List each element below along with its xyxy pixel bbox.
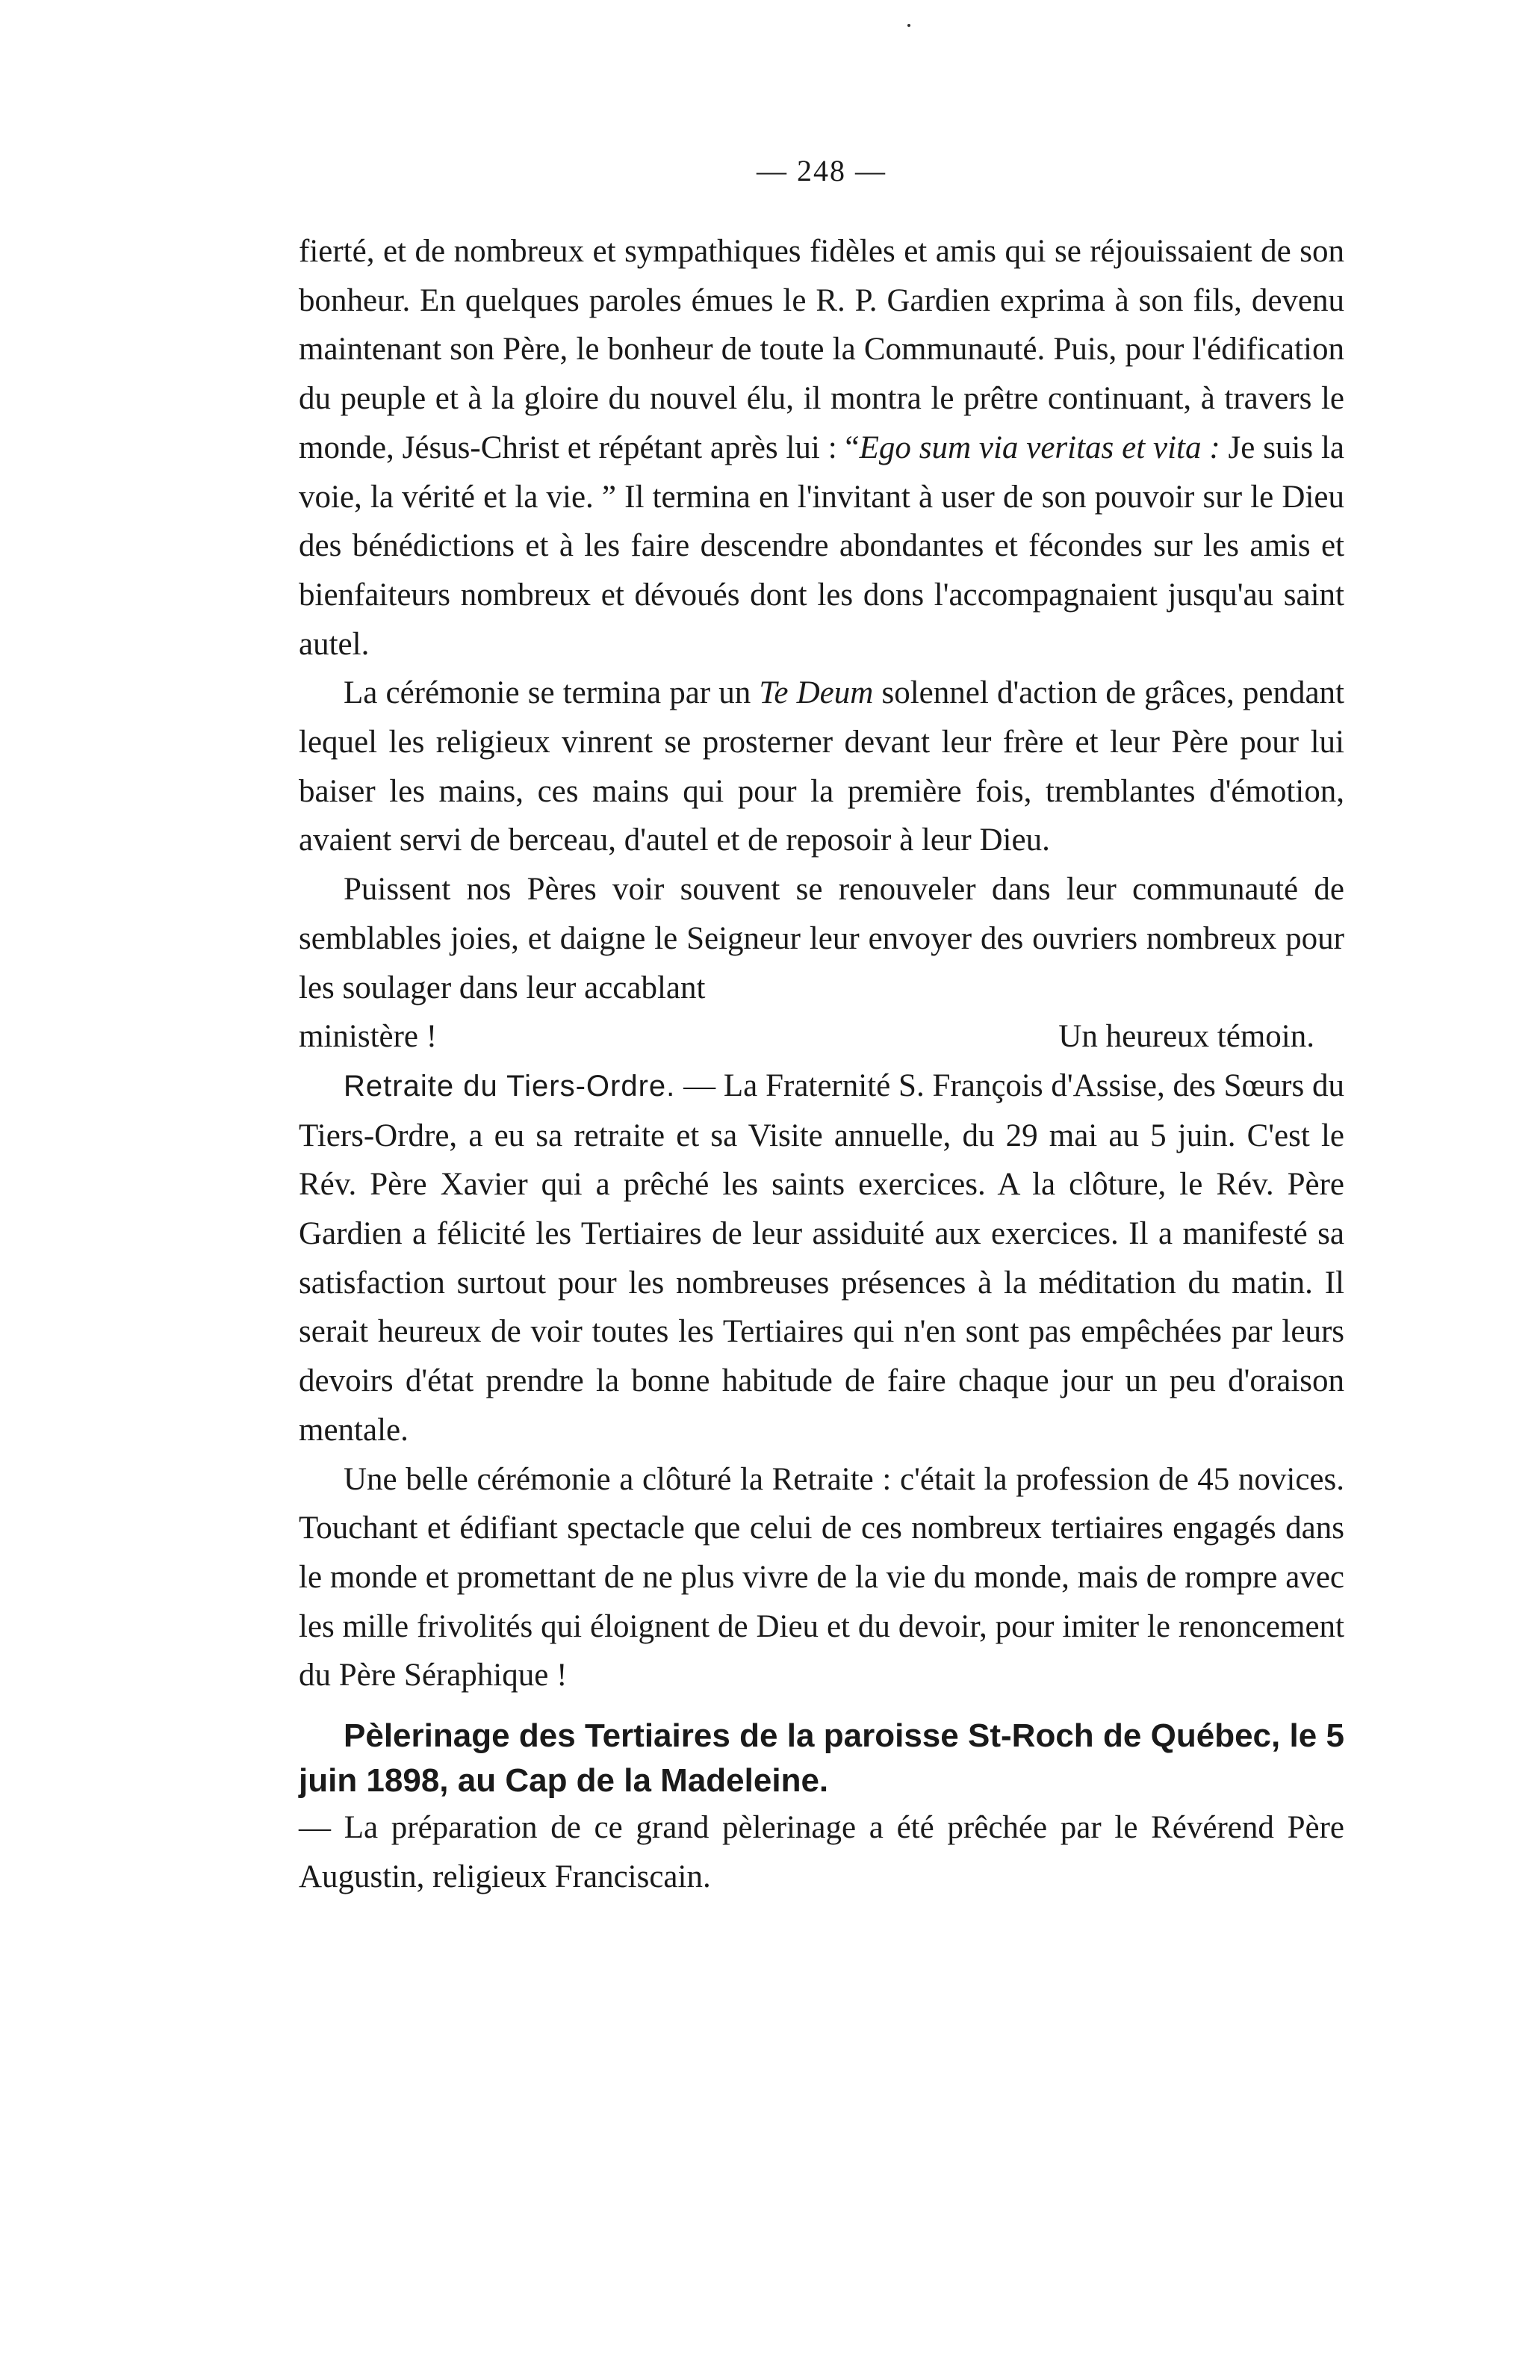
paragraph-ceremony-text-b: solennel d'action de grâces, pendant lequel les religieux vinrent se prosterner devant leur frère et leur Père pour lui baiser les mains, ces mains qui pour la première fois, tremblantes d'émotion, avaient servi de berceau, d'autel et de reposoir à leur Dieu. (299, 675, 1344, 858)
pilgrimage-text: — La préparation de ce grand pèlerinage a été prêchée par le Révérend Père Augustin, religieux Franciscain. (299, 1810, 1344, 1894)
paragraph-ordination (299, 227, 1344, 669)
paragraph-retreat (299, 1062, 1344, 1455)
paragraph-ceremony (299, 669, 1344, 865)
paragraph-wish: Puissent nos Pères voir souvent se renouveler dans leur communauté de semblables joies, et daigne le Seigneur leur envoyer des ouvriers nombreux pour les soulager dans leur accablant (299, 872, 1344, 1005)
paragraph-profession: Une belle cérémonie a clôturé la Retraite : c'était la profession de 45 novices. Touchant et édifiant spectacle que celui de ces nombreux tertiaires engagés dans le monde et promettant de ne plus vivre de la vie du monde, mais de rompre avec les mille frivolités qui éloignent de Dieu et du devoir, pour imiter le renoncement du Père Séraphique ! (299, 1461, 1344, 1693)
signature-line (299, 1012, 1344, 1062)
latin-quote: Ego sum via veritas et vita : (859, 430, 1220, 465)
retreat-text: — La Fraternité S. François d'Assise, des Sœurs du Tiers-Ordre, a eu sa retraite et sa Visite annuelle, du 29 mai au 5 juin. C'est le Rév. Père Xavier qui a prêché les saints exercices. A la clôture, le Rév. Père Gardien a félicité les Tertiaires de leur assiduité aux exercices. Il a manifesté sa satisfaction surtout pour les nombreuses présences à la méditation du matin. Il serait heureux de voir toutes les Tertiaires qui n'en sont pas empêchées par leurs devoirs d'état prendre la bonne habitude de faire chaque jour un peu d'oraison mentale. (299, 1067, 1344, 1448)
paragraph-ordination-text-b: Je suis la voie, la vérité et la vie. ” Il termina en l'invitant à user de son pouvoir sur le Dieu des bénédictions et à les faire descendre abondantes et fécondes sur les amis et bienfaiteurs nombreux et dévoués dont les dons l'accompagnaient jusqu'au saint autel. (299, 430, 1344, 662)
page-number: — 248 — (757, 154, 887, 188)
pilgrimage-heading: Pèlerinage des Tertiaires de la paroisse St-Roch de Québec, le 5 juin 1898, au Cap de la Madeleine. (299, 1717, 1344, 1800)
paragraph-ordination-text-a: fierté, et de nombreux et sympathiques fidèles et amis qui se réjouissaient de son bonheur. En quelques paroles émues le R. P. Gardien exprima à son fils, devenu maintenant son Père, le bonheur de toute la Communauté. Puis, pour l'édification du peuple et à la gloire du nouvel élu, il montra le prêtre continuant, à travers le monde, Jésus-Christ et répétant après lui : “ (299, 234, 1344, 465)
speck-mark (907, 24, 910, 27)
paragraph-wish-last-word: ministère ! (299, 1019, 438, 1055)
te-deum: Te Deum (759, 675, 874, 711)
paragraph-ceremony-text-a: La cérémonie se termina par un (344, 675, 760, 711)
retreat-heading: Retraite du Tiers-Ordre. (344, 1069, 676, 1103)
page-body (299, 153, 1344, 1902)
signature: Un heureux témoin. (1058, 1019, 1314, 1055)
